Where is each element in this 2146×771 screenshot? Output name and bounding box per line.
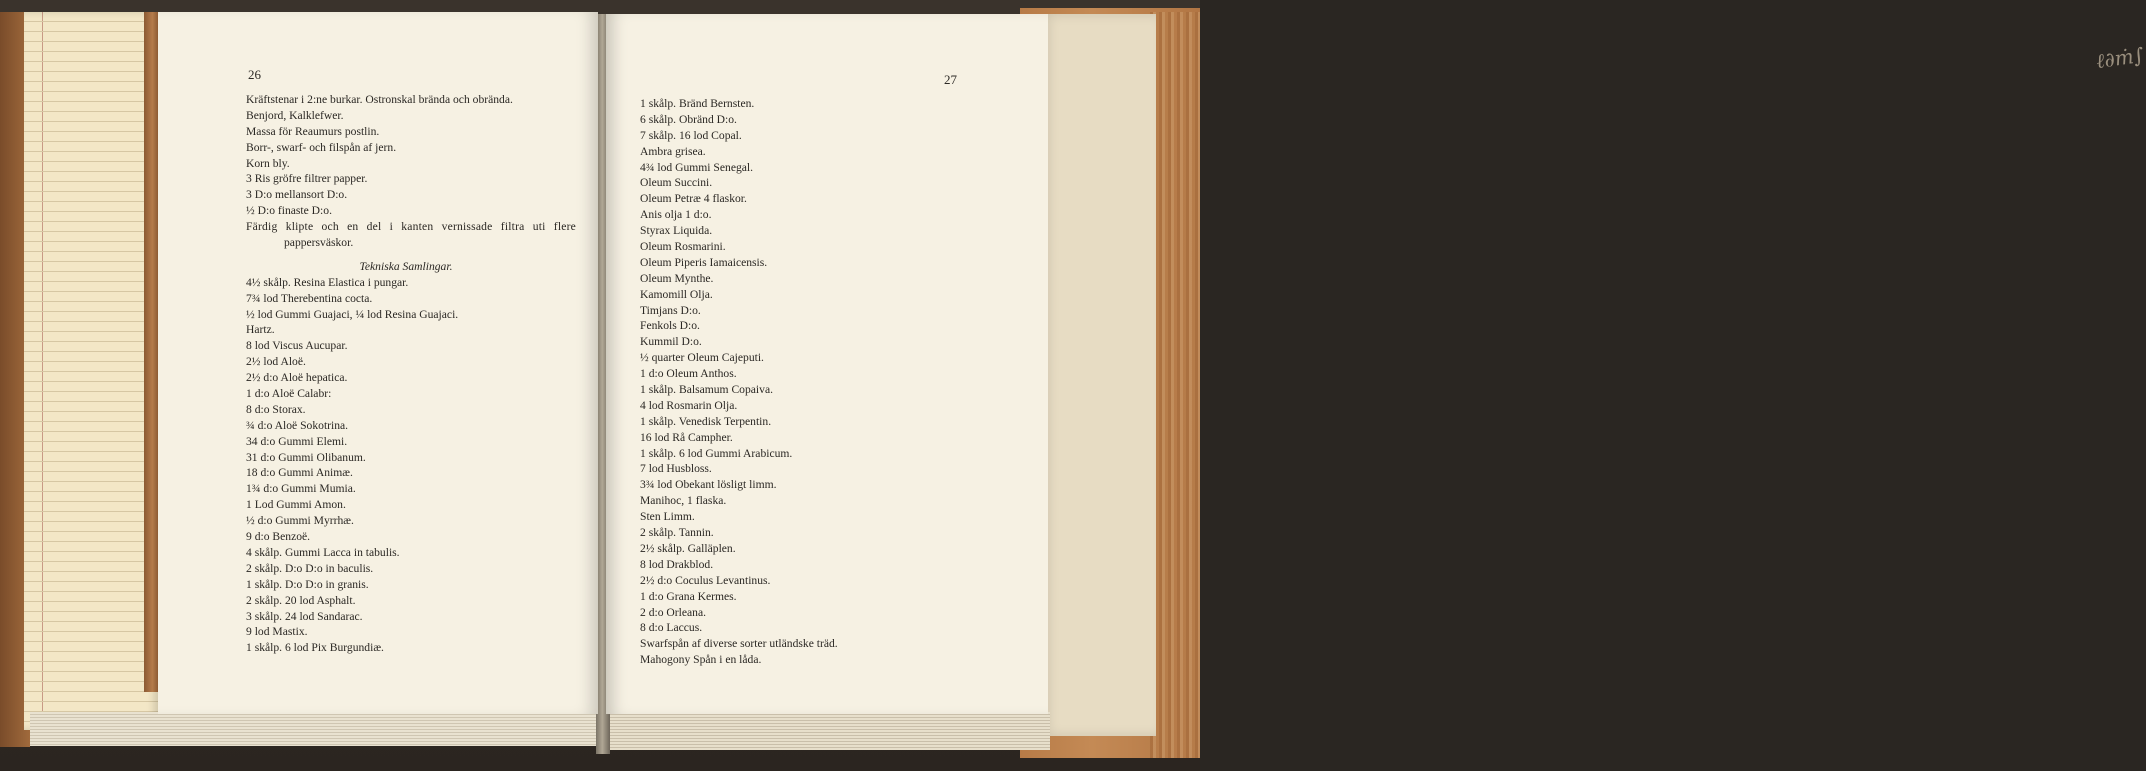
handwritten-mark: ℓ∂ṁ∫ xyxy=(2094,42,2146,74)
text-line: Sten Limm. xyxy=(640,510,695,524)
text-line: 1 skålp. D:o D:o in granis. xyxy=(246,577,369,591)
text-line: 7 lod Husbloss. xyxy=(640,462,712,476)
text-line: Kamomill Olja. xyxy=(640,287,713,301)
text-line: Manihoc, 1 flaska. xyxy=(640,494,727,508)
text-line: 9 d:o Benzoë. xyxy=(246,530,311,544)
text-line: Oleum Petræ 4 flaskor. xyxy=(640,192,747,206)
text-line: 8 d:o Storax. xyxy=(246,402,306,416)
text-line: ½ quarter Oleum Cajeputi. xyxy=(640,351,764,365)
text-line: Swarfspån af diverse sorter utländske träd. xyxy=(640,637,838,651)
text-line: 1 Lod Gummi Amon. xyxy=(246,498,346,512)
text-line: Kräftstenar i 2:ne burkar. Ostronskal brända och obrända. xyxy=(246,93,513,106)
text-line: 4 lod Rosmarin Olja. xyxy=(640,398,738,412)
page-number: 27 xyxy=(944,72,957,87)
paragraph-line: Färdig klipte och en del i kanten vernissade filtra uti flere xyxy=(246,220,576,234)
text-line: Ambra grisea. xyxy=(640,144,706,158)
text-line: 3 Ris gröfre filtrer papper. xyxy=(246,172,368,186)
back-cover-edge xyxy=(1150,12,1200,758)
text-line: 2 skålp. Tannin. xyxy=(640,526,714,540)
text-line: 9 lod Mastix. xyxy=(246,625,308,639)
text-line: 2½ lod Aloë. xyxy=(246,355,306,369)
text-line: 1 d:o Aloë Calabr: xyxy=(246,387,332,401)
text-line: 3 D:o mellansort D:o. xyxy=(246,188,348,202)
text-line: Kummil D:o. xyxy=(640,335,702,349)
paragraph-continuation: pappersväskor. xyxy=(284,236,354,250)
text-line: 8 lod Drakblod. xyxy=(640,557,714,571)
text-line: Korn bly. xyxy=(246,156,290,170)
text-line: 3 skålp. 24 lod Sandarac. xyxy=(246,609,363,623)
text-line: 8 lod Viscus Aucupar. xyxy=(246,339,348,353)
text-line: Oleum Succini. xyxy=(640,176,713,190)
text-line: ¾ d:o Aloë Sokotrina. xyxy=(246,418,349,432)
text-line: Benjord, Kalklefwer. xyxy=(246,108,344,122)
left-page-text xyxy=(246,92,576,656)
text-line: 4 skålp. Gummi Lacca in tabulis. xyxy=(246,545,400,559)
text-line: 2 skålp. 20 lod Asphalt. xyxy=(246,593,356,607)
text-line: 2½ d:o Coculus Levantinus. xyxy=(640,573,771,587)
text-line: 1 skålp. Venedisk Terpentin. xyxy=(640,414,772,428)
text-line: Oleum Rosmarini. xyxy=(640,240,726,254)
page-stack-left xyxy=(30,712,605,746)
text-line: 1¾ d:o Gummi Mumia. xyxy=(246,482,356,496)
text-line: 1 skålp. 6 lod Pix Burgundiæ. xyxy=(246,641,384,655)
text-line: 8 d:o Laccus. xyxy=(640,621,703,635)
text-line: Fenkols D:o. xyxy=(640,319,700,333)
text-line: Oleum Mynthe. xyxy=(640,271,714,285)
text-line: 1 skålp. Bränd Bernsten. xyxy=(640,97,755,110)
text-line: 18 d:o Gummi Animæ. xyxy=(246,466,353,480)
text-line: Massa för Reaumurs postlin. xyxy=(246,124,380,138)
text-line: 3¾ lod Obekant lösligt limm. xyxy=(640,478,777,492)
text-line: 1 skålp. 6 lod Gummi Arabicum. xyxy=(640,446,793,460)
text-line: Hartz. xyxy=(246,323,275,337)
text-line: 2½ skålp. Galläplen. xyxy=(640,541,736,555)
text-line: Anis olja 1 d:o. xyxy=(640,208,712,222)
back-endpaper xyxy=(1040,14,2146,736)
text-line: 16 lod Rå Campher. xyxy=(640,430,733,444)
text-line: 4¾ lod Gummi Senegal. xyxy=(640,160,754,174)
text-line: Styrax Liquida. xyxy=(640,224,713,238)
page-number: 26 xyxy=(248,67,261,82)
front-endpaper-ledger xyxy=(24,12,160,730)
text-line: 2 skålp. D:o D:o in baculis. xyxy=(246,561,374,575)
text-line: 4½ skålp. Resina Elastica i pungar. xyxy=(246,275,409,289)
left-page xyxy=(158,12,598,714)
page-stack-right xyxy=(600,712,1050,750)
right-page xyxy=(606,14,1048,714)
right-page-text xyxy=(640,96,940,668)
text-line: 7 skålp. 16 lod Copal. xyxy=(640,128,742,142)
text-line: Borr-, swarf- och filspån af jern. xyxy=(246,140,397,154)
text-line: ½ d:o Gummi Myrrhæ. xyxy=(246,514,354,528)
text-line: Timjans D:o. xyxy=(640,303,701,317)
text-line: ½ D:o finaste D:o. xyxy=(246,204,332,218)
text-line: ½ lod Gummi Guajaci, ¼ lod Resina Guajaci. xyxy=(246,307,459,321)
section-heading: Tekniska Samlingar. xyxy=(359,259,453,273)
text-line: 7¾ lod Therebentina cocta. xyxy=(246,291,373,305)
text-line: Mahogony Spån i en låda. xyxy=(640,653,762,667)
text-line: Oleum Piperis Iamaicensis. xyxy=(640,255,768,269)
text-line: 6 skålp. Obränd D:o. xyxy=(640,112,737,126)
text-line: 31 d:o Gummi Olibanum. xyxy=(246,450,366,464)
text-line: 34 d:o Gummi Elemi. xyxy=(246,434,348,448)
text-line: 1 skålp. Balsamum Copaiva. xyxy=(640,383,773,397)
text-line: 2 d:o Orleana. xyxy=(640,605,706,619)
text-line: 1 d:o Grana Kermes. xyxy=(640,589,737,603)
text-line: 1 d:o Oleum Anthos. xyxy=(640,367,737,381)
binding-strip xyxy=(144,12,158,692)
text-line: 2½ d:o Aloë hepatica. xyxy=(246,371,348,385)
